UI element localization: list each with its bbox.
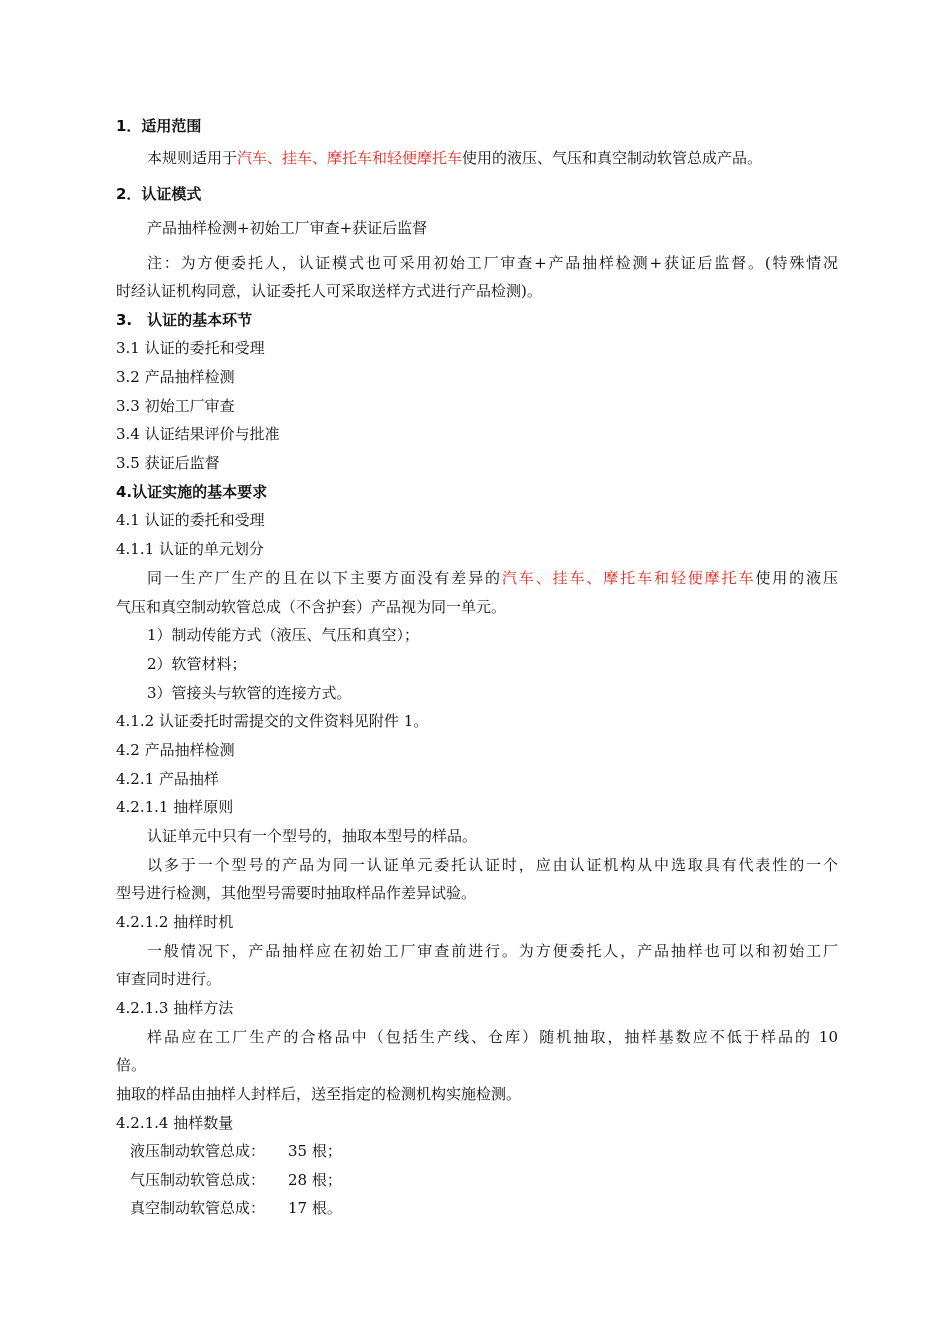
unit-division-line-1 bbox=[147, 568, 838, 588]
subsection-heading: 4.1 认证的委托和受理 bbox=[116, 511, 265, 529]
paragraph-line: 型号进行检测，其他型号需要时抽取样品作差异试验。 bbox=[116, 884, 477, 902]
section-3-item: 3.5 获证后监督 bbox=[116, 454, 220, 472]
list-item: 2）软管材料； bbox=[147, 655, 247, 673]
quantity-row bbox=[130, 1198, 342, 1218]
subsection-heading: 4.2.1 产品抽样 bbox=[116, 770, 219, 788]
quantity-name: 气压制动软管总成： bbox=[130, 1171, 266, 1189]
paragraph-line: 以多于一个型号的产品为同一认证单元委托认证时，应由认证机构从中选取具有代表性的一个 bbox=[147, 856, 838, 874]
quantity-value: 17 根。 bbox=[288, 1199, 342, 1217]
quantity-name: 真空制动软管总成： bbox=[130, 1199, 266, 1217]
section-3-item: 3.1 认证的委托和受理 bbox=[116, 339, 265, 357]
note-line-1: 注：为方便委托人，认证模式也可采用初始工厂审查+产品抽样检测+获证后监督。(特殊情况 bbox=[147, 254, 838, 272]
paragraph-line: 审查同时进行。 bbox=[116, 970, 222, 988]
subsection-heading: 4.2.1.3 抽样方法 bbox=[116, 999, 234, 1017]
subsection-heading: 4.1.2 认证委托时需提交的文件资料见附件 1。 bbox=[116, 712, 429, 730]
section-1-paragraph bbox=[147, 148, 762, 168]
section-4-heading: 4.认证实施的基本要求 bbox=[116, 483, 268, 501]
quantity-value: 28 根； bbox=[288, 1171, 342, 1189]
unit-division-line-2: 气压和真空制动软管总成（不含护套）产品视为同一单元。 bbox=[116, 598, 507, 616]
section-1-heading: 1．适用范围 bbox=[116, 117, 202, 135]
subsection-heading: 4.2 产品抽样检测 bbox=[116, 741, 235, 759]
highlight-text: 汽车、挂车、摩托车和轻便摩托车 bbox=[237, 149, 463, 167]
note-line-2: 时经认证机构同意，认证委托人可采取送样方式进行产品检测)。 bbox=[116, 282, 542, 300]
subsection-heading: 4.2.1.1 抽样原则 bbox=[116, 798, 234, 816]
paragraph-line: 认证单元中只有一个型号的，抽取本型号的样品。 bbox=[147, 827, 478, 845]
section-3-item: 3.2 产品抽样检测 bbox=[116, 368, 235, 386]
certification-mode: 产品抽样检测+初始工厂审查+获证后监督 bbox=[147, 219, 428, 237]
text-run: 使用的液压、气压和真空制动软管总成产品。 bbox=[462, 149, 763, 167]
paragraph-line: 样品应在工厂生产的合格品中（包括生产线、仓库）随机抽取，抽样基数应不低于样品的 10 bbox=[147, 1028, 838, 1046]
subsection-heading: 4.2.1.4 抽样数量 bbox=[116, 1114, 234, 1132]
text-run: 同一生产厂生产的且在以下主要方面没有差异的 bbox=[147, 569, 502, 587]
text-run: 使用的液压 bbox=[755, 569, 838, 587]
section-3-item: 3.3 初始工厂审查 bbox=[116, 397, 235, 415]
text-run: 本规则适用于 bbox=[147, 149, 238, 167]
quantity-name: 液压制动软管总成： bbox=[130, 1142, 266, 1160]
subsection-heading: 4.2.1.2 抽样时机 bbox=[116, 913, 234, 931]
subsection-heading: 4.1.1 认证的单元划分 bbox=[116, 540, 264, 558]
list-item: 1）制动传能方式（液压、气压和真空）； bbox=[147, 626, 420, 644]
paragraph-line: 倍。 bbox=[116, 1056, 147, 1074]
quantity-row bbox=[130, 1141, 342, 1161]
quantity-row bbox=[130, 1170, 342, 1190]
paragraph-line: 抽取的样品由抽样人封样后，送至指定的检测机构实施检测。 bbox=[116, 1085, 522, 1103]
list-item: 3）管接头与软管的连接方式。 bbox=[147, 684, 352, 702]
paragraph-line: 一般情况下，产品抽样应在初始工厂审查前进行。为方便委托人，产品抽样也可以和初始工厂 bbox=[147, 942, 838, 960]
section-3-item: 3.4 认证结果评价与批准 bbox=[116, 425, 280, 443]
quantity-value: 35 根； bbox=[288, 1142, 342, 1160]
highlight-text: 汽车、挂车、摩托车和轻便摩托车 bbox=[501, 569, 756, 587]
section-2-heading: 2．认证模式 bbox=[116, 185, 202, 203]
section-3-heading: 3. 认证的基本环节 bbox=[116, 311, 253, 329]
